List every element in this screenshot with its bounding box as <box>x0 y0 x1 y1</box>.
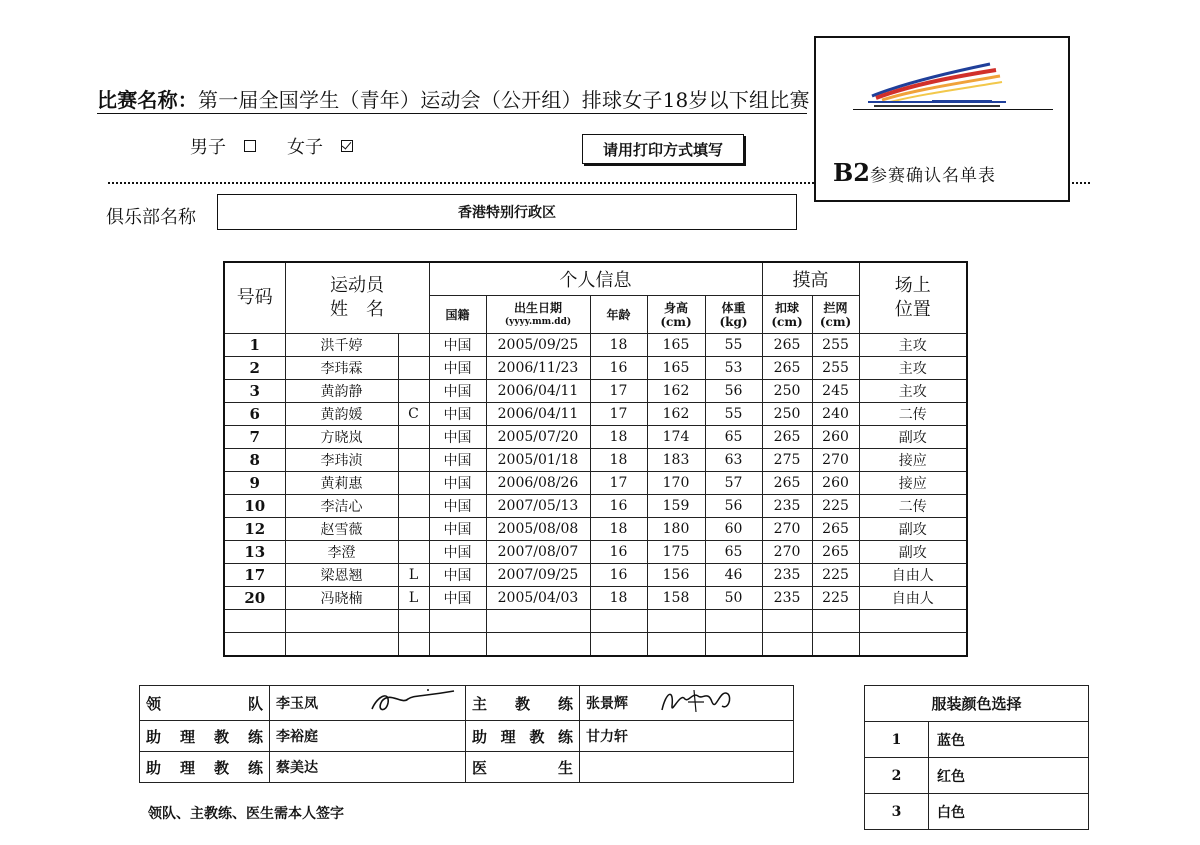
player-role: C <box>398 403 429 426</box>
player-position: 主攻 <box>859 334 967 357</box>
player-spike-reach: 250 <box>762 380 812 403</box>
player-height: 156 <box>647 564 705 587</box>
player-weight: 57 <box>705 472 762 495</box>
player-number: 17 <box>224 564 285 587</box>
header-weight-label: 体重 <box>721 300 746 315</box>
player-role <box>398 495 429 518</box>
player-role <box>398 449 429 472</box>
empty-cell[interactable] <box>285 610 398 633</box>
player-spike-reach: 235 <box>762 495 812 518</box>
player-height: 174 <box>647 426 705 449</box>
player-birth-date: 2007/05/13 <box>486 495 590 518</box>
empty-cell[interactable] <box>762 610 812 633</box>
player-block-reach: 225 <box>812 495 859 518</box>
empty-cell[interactable] <box>859 633 967 657</box>
player-block-reach: 240 <box>812 403 859 426</box>
player-role <box>398 426 429 449</box>
male-label: 男子 <box>190 137 226 158</box>
player-spike-reach: 250 <box>762 403 812 426</box>
club-name: 香港特别行政区 <box>458 205 556 221</box>
doctor-name[interactable] <box>580 752 794 783</box>
player-role: L <box>398 564 429 587</box>
player-age: 17 <box>590 380 647 403</box>
header-number: 号码 <box>224 262 285 334</box>
player-name: 方晓岚 <box>285 426 398 449</box>
player-age: 16 <box>590 357 647 380</box>
print-note-box <box>582 134 744 164</box>
header-weight-unit: (kg) <box>719 314 748 329</box>
player-role: L <box>398 587 429 610</box>
player-number: 6 <box>224 403 285 426</box>
empty-cell[interactable] <box>285 633 398 657</box>
header-block-label: 拦网 <box>823 300 848 315</box>
player-weight: 60 <box>705 518 762 541</box>
player-height: 175 <box>647 541 705 564</box>
player-weight: 56 <box>705 380 762 403</box>
player-block-reach: 225 <box>812 564 859 587</box>
header-block <box>812 296 859 334</box>
player-position: 副攻 <box>859 541 967 564</box>
header-reach: 摸高 <box>762 262 859 296</box>
player-block-reach: 270 <box>812 449 859 472</box>
header-block-unit: (cm) <box>819 314 852 329</box>
player-number: 8 <box>224 449 285 472</box>
player-age: 17 <box>590 403 647 426</box>
head-coach-signature-cell <box>652 686 794 721</box>
uniform-option[interactable] <box>865 758 1089 794</box>
player-weight: 50 <box>705 587 762 610</box>
empty-cell[interactable] <box>224 610 285 633</box>
player-height: 162 <box>647 403 705 426</box>
player-block-reach: 265 <box>812 541 859 564</box>
player-name: 洪千婷 <box>285 334 398 357</box>
assistant-coach-2[interactable]: 甘力轩 <box>580 721 794 752</box>
assistant-coach-3[interactable]: 蔡美达 <box>270 752 466 783</box>
uniform-title: 服装颜色选择 <box>865 686 1089 722</box>
header-birth-date-label: 出生日期 <box>513 300 562 315</box>
player-height: 159 <box>647 495 705 518</box>
player-age: 18 <box>590 334 647 357</box>
player-nationality: 中国 <box>429 495 486 518</box>
empty-cell[interactable] <box>398 633 429 657</box>
player-position: 主攻 <box>859 357 967 380</box>
header-age: 年龄 <box>590 296 647 334</box>
competition-label: 比赛名称： <box>97 88 198 112</box>
leader-signature-cell <box>362 686 466 721</box>
player-birth-date: 2007/08/07 <box>486 541 590 564</box>
uniform-option-color: 白色 <box>929 794 1089 830</box>
player-spike-reach: 265 <box>762 472 812 495</box>
print-note: 请用打印方式填写 <box>602 140 723 159</box>
uniform-option-index: 3 <box>865 794 929 830</box>
empty-cell[interactable] <box>705 633 762 657</box>
player-name: 梁恩翘 <box>285 564 398 587</box>
player-position: 二传 <box>859 403 967 426</box>
player-name: 黄韵媛 <box>285 403 398 426</box>
uniform-color-table <box>864 685 1089 830</box>
player-name: 黄莉惠 <box>285 472 398 495</box>
header-athlete-line1: 运动员 <box>330 275 384 296</box>
male-checkbox[interactable] <box>244 140 256 152</box>
player-spike-reach: 235 <box>762 564 812 587</box>
player-age: 16 <box>590 564 647 587</box>
player-height: 165 <box>647 334 705 357</box>
player-name: 赵雪薇 <box>285 518 398 541</box>
player-birth-date: 2006/11/23 <box>486 357 590 380</box>
player-birth-date: 2006/04/11 <box>486 380 590 403</box>
player-weight: 53 <box>705 357 762 380</box>
player-birth-date: 2005/09/25 <box>486 334 590 357</box>
logo-divider <box>853 109 1053 110</box>
player-role <box>398 380 429 403</box>
competition-underline <box>97 113 807 114</box>
player-role <box>398 357 429 380</box>
form-title <box>833 158 996 187</box>
player-number: 1 <box>224 334 285 357</box>
player-age: 18 <box>590 426 647 449</box>
empty-cell[interactable] <box>429 610 486 633</box>
header-weight <box>705 296 762 334</box>
leader-signature-icon <box>368 687 458 715</box>
roster-body <box>224 334 967 657</box>
uniform-option-index: 2 <box>865 758 929 794</box>
player-weight: 65 <box>705 426 762 449</box>
player-nationality: 中国 <box>429 426 486 449</box>
header-height-label: 身高 <box>663 300 688 315</box>
gender-female <box>287 133 353 159</box>
table-row <box>224 472 967 495</box>
competition-title <box>97 84 810 113</box>
table-row <box>224 426 967 449</box>
player-weight: 65 <box>705 541 762 564</box>
player-weight: 63 <box>705 449 762 472</box>
player-block-reach: 225 <box>812 587 859 610</box>
player-spike-reach: 275 <box>762 449 812 472</box>
player-birth-date: 2006/04/11 <box>486 403 590 426</box>
player-role <box>398 334 429 357</box>
player-height: 170 <box>647 472 705 495</box>
table-row <box>224 564 967 587</box>
player-weight: 56 <box>705 495 762 518</box>
player-position: 副攻 <box>859 426 967 449</box>
empty-cell[interactable] <box>705 610 762 633</box>
assistant-label-3: 助理教练 <box>140 752 270 783</box>
player-spike-reach: 265 <box>762 426 812 449</box>
empty-cell[interactable] <box>486 633 590 657</box>
player-height: 165 <box>647 357 705 380</box>
player-height: 162 <box>647 380 705 403</box>
player-name: 李澄 <box>285 541 398 564</box>
assistant-label-1: 助理教练 <box>140 721 270 752</box>
player-nationality: 中国 <box>429 380 486 403</box>
player-block-reach: 255 <box>812 334 859 357</box>
assistant-coach-1[interactable]: 李裕庭 <box>270 721 466 752</box>
header-birth-date <box>486 296 590 334</box>
header-position-line2: 位置 <box>894 299 931 320</box>
table-row <box>224 541 967 564</box>
player-age: 17 <box>590 472 647 495</box>
player-number: 2 <box>224 357 285 380</box>
player-birth-date: 2006/08/26 <box>486 472 590 495</box>
player-position: 自由人 <box>859 587 967 610</box>
player-birth-date: 2005/01/18 <box>486 449 590 472</box>
female-label: 女子 <box>287 137 323 158</box>
header-height-unit: (cm) <box>660 314 692 329</box>
gender-male <box>190 133 256 159</box>
player-block-reach: 265 <box>812 518 859 541</box>
assistant-label-2: 助理教练 <box>466 721 580 752</box>
player-age: 18 <box>590 449 647 472</box>
header-nationality: 国籍 <box>429 296 486 334</box>
player-nationality: 中国 <box>429 403 486 426</box>
player-number: 10 <box>224 495 285 518</box>
empty-cell[interactable] <box>590 610 647 633</box>
player-birth-date: 2005/07/20 <box>486 426 590 449</box>
header-spike-unit: (cm) <box>771 314 803 329</box>
female-checkbox[interactable] <box>341 140 353 152</box>
table-row <box>224 380 967 403</box>
table-row <box>224 495 967 518</box>
player-name: 冯晓楠 <box>285 587 398 610</box>
player-block-reach: 260 <box>812 426 859 449</box>
roster-table <box>223 261 968 657</box>
player-birth-date: 2005/08/08 <box>486 518 590 541</box>
games-logo-icon <box>862 56 1012 106</box>
player-number: 13 <box>224 541 285 564</box>
player-name: 黄韵静 <box>285 380 398 403</box>
player-number: 20 <box>224 587 285 610</box>
player-position: 接应 <box>859 449 967 472</box>
table-row <box>224 518 967 541</box>
empty-row <box>224 633 967 657</box>
table-row <box>224 449 967 472</box>
player-position: 二传 <box>859 495 967 518</box>
player-name: 李洁心 <box>285 495 398 518</box>
header-spike-label: 扣球 <box>775 300 800 315</box>
leader-name[interactable]: 李玉凤 <box>270 686 362 721</box>
table-row <box>224 403 967 426</box>
player-position: 副攻 <box>859 518 967 541</box>
player-height: 183 <box>647 449 705 472</box>
player-height: 180 <box>647 518 705 541</box>
player-nationality: 中国 <box>429 472 486 495</box>
player-nationality: 中国 <box>429 587 486 610</box>
uniform-option[interactable] <box>865 794 1089 830</box>
player-block-reach: 260 <box>812 472 859 495</box>
empty-row <box>224 610 967 633</box>
player-age: 16 <box>590 495 647 518</box>
player-age: 16 <box>590 541 647 564</box>
player-weight: 55 <box>705 334 762 357</box>
logo-caption-icon <box>862 100 1012 108</box>
empty-cell[interactable] <box>812 610 859 633</box>
player-nationality: 中国 <box>429 449 486 472</box>
player-number: 12 <box>224 518 285 541</box>
empty-cell[interactable] <box>647 633 705 657</box>
header-birth-format: (yyyy.mm.dd) <box>504 316 572 327</box>
head-coach-signature-icon <box>658 686 758 716</box>
player-height: 158 <box>647 587 705 610</box>
header-athlete <box>285 262 429 334</box>
player-role <box>398 518 429 541</box>
uniform-option-color: 红色 <box>929 758 1089 794</box>
signature-note: 领队、主教练、医生需本人签字 <box>148 806 344 822</box>
player-spike-reach: 270 <box>762 541 812 564</box>
player-number: 7 <box>224 426 285 449</box>
player-role <box>398 541 429 564</box>
staff-table <box>139 685 794 783</box>
player-spike-reach: 270 <box>762 518 812 541</box>
player-age: 18 <box>590 587 647 610</box>
player-weight: 55 <box>705 403 762 426</box>
player-block-reach: 245 <box>812 380 859 403</box>
player-birth-date: 2005/04/03 <box>486 587 590 610</box>
player-number: 9 <box>224 472 285 495</box>
head-coach-label: 主教练 <box>466 686 580 721</box>
empty-cell[interactable] <box>486 610 590 633</box>
empty-cell[interactable] <box>398 610 429 633</box>
header-personal-info: 个人信息 <box>429 262 762 296</box>
player-position: 自由人 <box>859 564 967 587</box>
dotted-separator-right <box>1068 182 1090 184</box>
player-number: 3 <box>224 380 285 403</box>
club-name-field[interactable] <box>217 194 797 230</box>
uniform-option[interactable] <box>865 722 1089 758</box>
empty-cell[interactable] <box>590 633 647 657</box>
table-row <box>224 357 967 380</box>
header-position <box>859 262 967 334</box>
player-position: 接应 <box>859 472 967 495</box>
uniform-option-color: 蓝色 <box>929 722 1089 758</box>
empty-cell[interactable] <box>429 633 486 657</box>
empty-cell[interactable] <box>647 610 705 633</box>
doctor-label: 医生 <box>466 752 580 783</box>
player-spike-reach: 235 <box>762 587 812 610</box>
header-height <box>647 296 705 334</box>
player-nationality: 中国 <box>429 334 486 357</box>
player-nationality: 中国 <box>429 564 486 587</box>
header-position-line1: 场上 <box>894 275 931 296</box>
header-athlete-line2: 姓 名 <box>330 299 384 320</box>
player-nationality: 中国 <box>429 518 486 541</box>
player-birth-date: 2007/09/25 <box>486 564 590 587</box>
player-nationality: 中国 <box>429 541 486 564</box>
empty-cell[interactable] <box>812 633 859 657</box>
table-row <box>224 587 967 610</box>
uniform-option-index: 1 <box>865 722 929 758</box>
player-weight: 46 <box>705 564 762 587</box>
form-name: 参赛确认名单表 <box>869 166 996 186</box>
player-name: 李玮浈 <box>285 449 398 472</box>
player-block-reach: 255 <box>812 357 859 380</box>
leader-label: 领队 <box>140 686 270 721</box>
table-row <box>224 334 967 357</box>
empty-cell[interactable] <box>859 610 967 633</box>
header-spike <box>762 296 812 334</box>
head-coach-name[interactable]: 张景辉 <box>580 686 652 721</box>
player-name: 李玮霖 <box>285 357 398 380</box>
empty-cell[interactable] <box>224 633 285 657</box>
empty-cell[interactable] <box>762 633 812 657</box>
player-age: 18 <box>590 518 647 541</box>
player-spike-reach: 265 <box>762 357 812 380</box>
player-position: 主攻 <box>859 380 967 403</box>
player-role <box>398 472 429 495</box>
player-spike-reach: 265 <box>762 334 812 357</box>
form-code: B2 <box>833 158 870 187</box>
player-nationality: 中国 <box>429 357 486 380</box>
club-label: 俱乐部名称 <box>106 207 196 228</box>
dotted-separator-left <box>108 182 814 184</box>
competition-name: 第一届全国学生（青年）运动会（公开组）排球女子18岁以下组比赛 <box>198 88 810 112</box>
